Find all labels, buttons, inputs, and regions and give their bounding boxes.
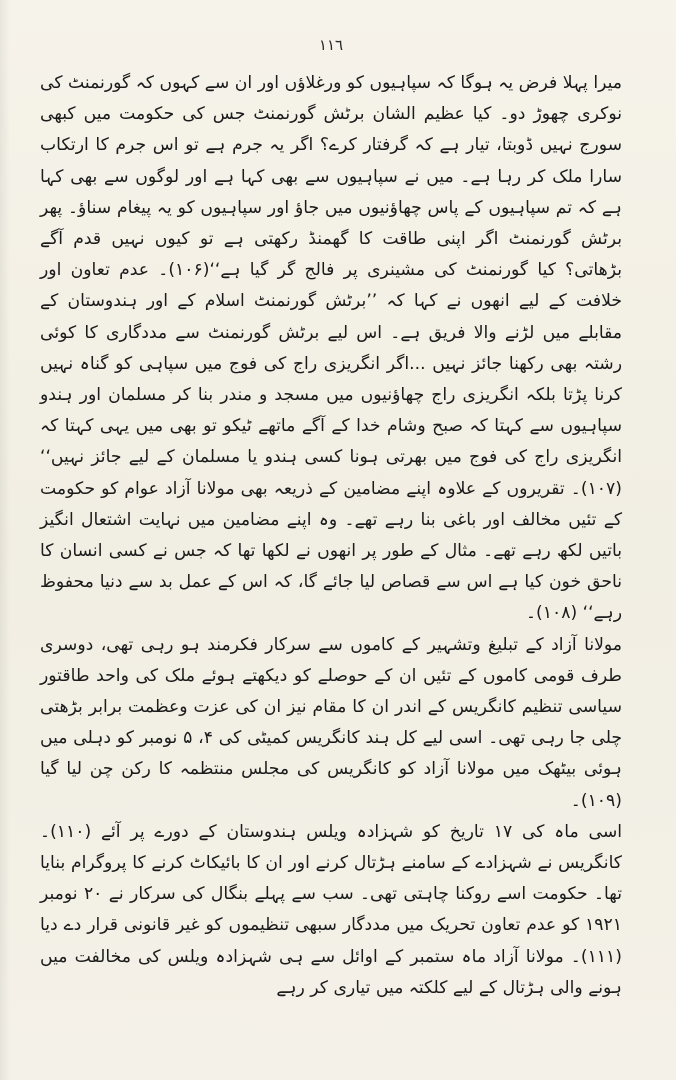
page-body	[40, 68, 622, 1004]
page-number: ١١٦	[318, 36, 344, 54]
paragraph-3: اسی ماہ کی ۱۷ تاریخ کو شہزادہ ویلس ہندوستان کے دورے پر آئے (۱۱۰)۔ کانگریس نے شہزادے کے سامنے ہڑتال کرنے اور ان کا بائیکاٹ کرنے کا پروگرام بنایا تھا۔ حکومت اسے روکنا چاہتی تھی۔ سب سے پہلے بنگال کی سرکار نے ۲۰ نومبر ۱۹۲۱ کو عدم تعاون تحریک میں مددگار سبھی تنظیموں کو غیر قانونی قرار دے دیا (۱۱۱)۔ مولانا آزاد ماہ ستمبر کے اوائل سے ہی شہزادہ ویلس کی مخالفت میں ہونے والی ہڑتال کے لیے کلکتہ میں تیاری کر رہے	[40, 821, 622, 998]
paragraph-1: میرا پہلا فرض یہ ہوگا کہ سپاہیوں کو ورغلاؤں اور ان سے کہوں کہ گورنمنٹ کی نوکری چھوڑ دو۔ کیا عظیم الشان برٹش گورنمنٹ جس کی حکومت میں کبھی سورج نہیں ڈوبتا، تیار ہے کہ گرفتار کرے؟ اگر یہ جرم ہے تو اس جرم کا ارتکاب سارا ملک کر رہا ہے۔ میں نے سپاہیوں سے بھی کہا ہے اور لوگوں سے بھی کہا ہے کہ تم سپاہیوں کے پاس چھاؤنیوں میں جاؤ اور سپاہیوں کو یہ پیغام سناؤ۔ پھر برٹش گورنمنٹ اگر اپنی طاقت کا گھمنڈ رکھتی ہے تو کیوں نہیں قدم آگے بڑھاتی؟ کیا گورنمنٹ کی مشینری پر فالج گر گیا ہے‘‘(۱۰۶)۔ عدم تعاون اور خلافت کے لیے انھوں نے کہا کہ ’’برٹش گورنمنٹ اسلام کے اور ہندوستان کے مقابلے میں لڑنے والا فریق ہے۔ اس لیے برٹش گورنمنٹ سے مددگاری کا کوئی رشتہ بھی رکھنا جائز نہیں ...اگر انگریزی راج کی فوج میں سپاہی کو گناہ نہیں کرنا پڑتا بلکہ انگریزی راج چھاؤنیوں میں مسجد و مندر بنا کر مسلمان اور ہندو سپاہیوں سے کہتا کہ صبح وشام خدا کے آگے ماتھے ٹیکو تو بھی میں یہی کہتا کہ انگریزی راج کی فوج میں بھرتی ہونا کسی ہندو یا مسلمان کے لیے جائز نہیں‘‘ (۱۰۷)۔ تقریروں کے علاوہ اپنے مضامین کے ذریعہ بھی مولانا آزاد عوام کو حکومت کے تئیں مخالف اور باغی بنا رہے تھے۔ وہ اپنے مضامین میں نہایت اشتعال انگیز باتیں لکھ رہے تھے۔ مثال کے طور پر انھوں نے لکھا تھا کہ جس نے کسی انسان کا ناحق خون کیا ہے اس سے قصاص لیا جائے گا، کہ اس کے عمل بد سے دنیا محفوظ رہے‘‘ (۱۰۸)۔	[40, 73, 622, 624]
page-edge-shadow	[0, 0, 10, 1080]
paragraph-2: مولانا آزاد کے تبلیغ وتشہیر کے کاموں سے سرکار فکرمند ہو رہی تھی، دوسری طرف قومی کاموں کے تئیں ان کے حوصلے کو دیکھتے ہوئے ملک کی واحد طاقتور سیاسی تنظیم کانگریس کے اندر ان کا مقام نیز ان کی عزت وعظمت برابر بڑھتی چلی جا رہی تھی۔ اسی لیے کل ہند کانگریس کمیٹی کی ۴، ۵ نومبر کو دہلی میں ہوئی بیٹھک میں مولانا آزاد کو کانگریس کی مجلس منتظمہ کا رکن چن لیا گیا (۱۰۹)۔	[40, 634, 623, 811]
